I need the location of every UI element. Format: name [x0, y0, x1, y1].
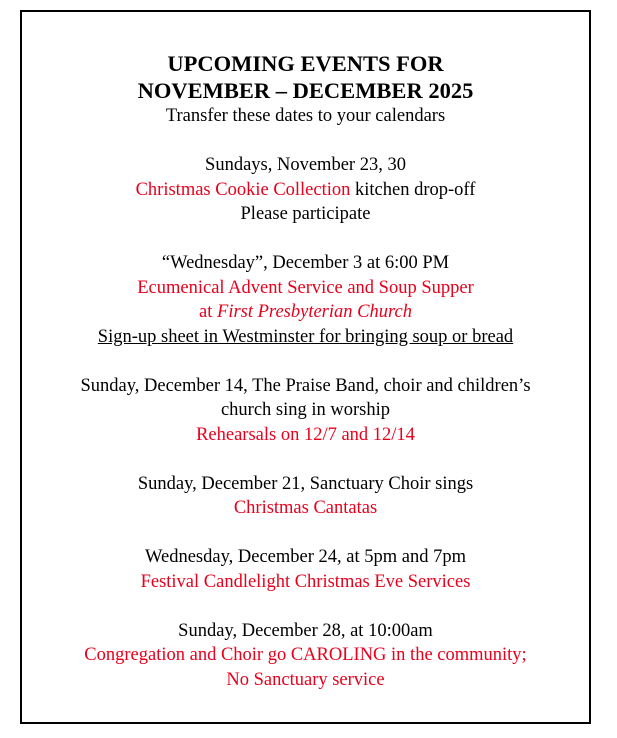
events-box — [20, 10, 591, 724]
cookie-date: Sundays, November 23, 30 — [205, 155, 406, 175]
eve-title: Festival Candlelight Christmas Eve Services — [140, 571, 471, 592]
caroling-line-2: No Sanctuary service — [226, 669, 385, 690]
advent-date: “Wednesday”, December 3 at 6:00 PM — [161, 253, 450, 273]
caroling-date: Sunday, December 28, at 10:00am — [178, 620, 433, 641]
praise-line-2: church sing in worship — [220, 400, 391, 420]
cookie-collection-highlight: Christmas Cookie Collection — [135, 179, 351, 200]
eve-date: Wednesday, December 24, at 5pm and 7pm — [145, 547, 466, 567]
advent-at: at — [199, 302, 218, 322]
advent-title: Ecumenical Advent Service and Soup Supper — [137, 277, 474, 298]
title-line-1: UPCOMING EVENTS FOR — [167, 51, 444, 76]
advent-location: First Presbyterian Church — [217, 302, 412, 322]
caroling-line-1: Congregation and Choir go CAROLING in the community; — [84, 645, 527, 665]
events-content — [22, 50, 589, 692]
title-line-2: NOVEMBER – DECEMBER 2025 — [137, 78, 474, 103]
advent-location-line — [22, 300, 589, 325]
cookie-note: Please participate — [240, 204, 371, 224]
cantatas-date: Sunday, December 21, Sanctuary Choir sings — [137, 473, 474, 494]
praise-rehearsals: Rehearsals on 12/7 and 12/14 — [196, 424, 415, 445]
cookie-collection-line — [22, 178, 589, 203]
subtitle: Transfer these dates to your calendars — [165, 106, 446, 126]
praise-line-1: Sunday, December 14, The Praise Band, choir and children’s — [80, 375, 531, 396]
cantatas-title: Christmas Cantatas — [233, 498, 378, 518]
advent-signup: Sign-up sheet in Westminster for bringing soup or bread — [97, 326, 514, 347]
cookie-collection-rest: kitchen drop-off — [350, 179, 476, 200]
